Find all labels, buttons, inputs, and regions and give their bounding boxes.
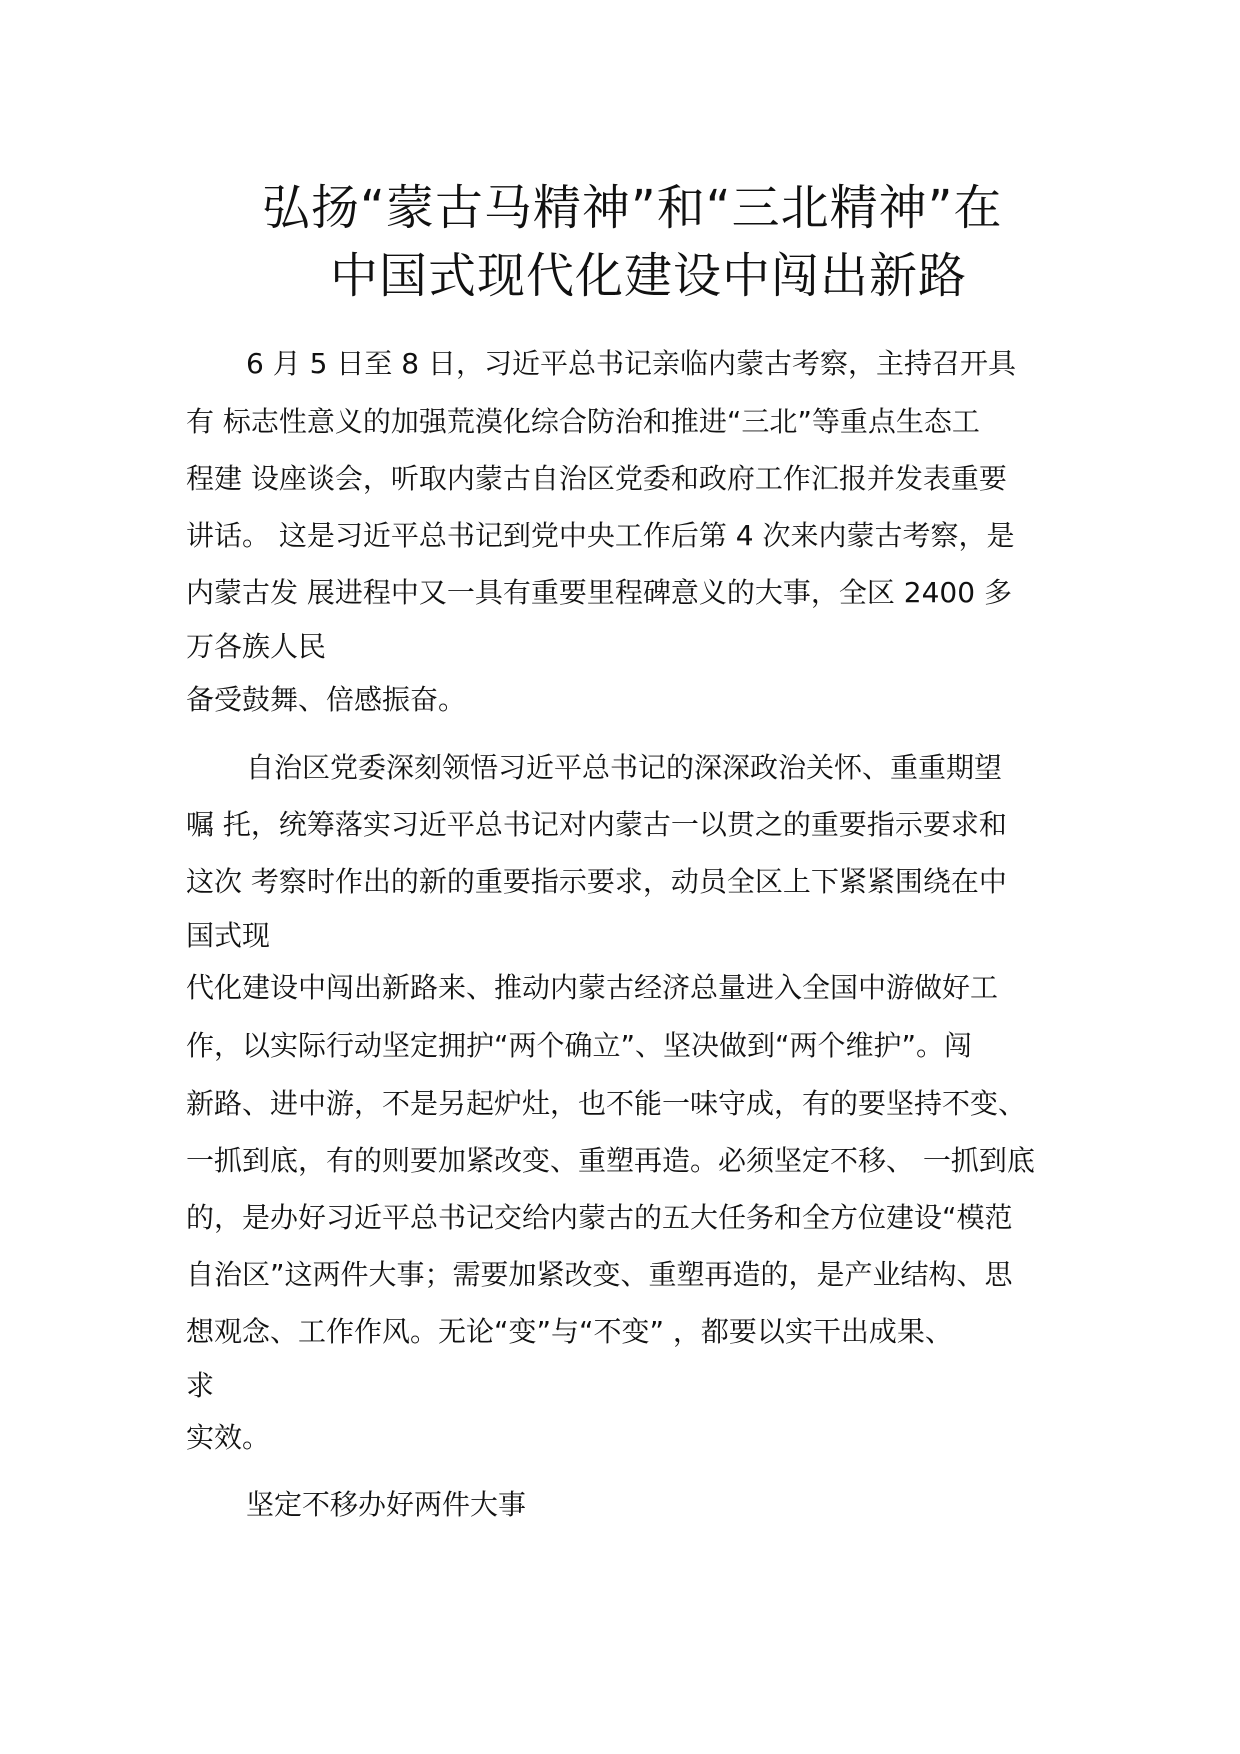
- document-title-line-2: 中国式现代化建设中闯出新路: [330, 248, 968, 304]
- paragraph-line: 实效。: [186, 1421, 271, 1454]
- section-heading: 坚定不移办好两件大事: [246, 1488, 527, 1521]
- paragraph-line: 讲话。 这是习近平总书记到党中央工作后第 4 次来内蒙古考察，是: [186, 519, 1015, 552]
- paragraph-line: 一抓到底，有的则要加紧改变、重塑再造。必须坚定不移、 一抓到底: [186, 1144, 1035, 1177]
- paragraph-line: 备受鼓舞、倍感振奋。: [186, 683, 467, 716]
- paragraph-line: 想观念、工作作风。无论“变”与“不变” ，都要以实干出成果、: [186, 1315, 953, 1348]
- paragraph-line: 嘱 托，统筹落实习近平总书记对内蒙古一以贯之的重要指示要求和: [186, 808, 1007, 841]
- paragraph-line: 自治区”这两件大事；需要加紧改变、重塑再造的，是产业结构、思: [186, 1258, 1013, 1291]
- paragraph-line: 自治区党委深刻领悟习近平总书记的深深政治关怀、重重期望: [246, 751, 1003, 784]
- paragraph-line: 代化建设中闯出新路来、推动内蒙古经济总量进入全国中游做好工: [186, 971, 999, 1004]
- paragraph-line: 求: [186, 1369, 215, 1402]
- paragraph-line: 万各族人民: [186, 630, 327, 663]
- paragraph-line: 作，以实际行动坚定拥护“两个确立”、坚决做到“两个维护”。闯: [186, 1029, 973, 1062]
- paragraph-line: 6 月 5 日至 8 日，习近平总书记亲临内蒙古考察，主持召开具: [246, 347, 1016, 380]
- document-title-line-1: 弘扬“蒙古马精神”和“三北精神”在: [262, 180, 1003, 236]
- paragraph-line: 新路、进中游，不是另起炉灶，也不能一味守成，有的要坚持不变、: [186, 1087, 1027, 1120]
- paragraph-line: 程建 设座谈会，听取内蒙古自治区党委和政府工作汇报并发表重要: [186, 462, 1007, 495]
- paragraph-line: 有 标志性意义的加强荒漠化综合防治和推进“三北”等重点生态工: [186, 405, 980, 438]
- paragraph-line: 这次 考察时作出的新的重要指示要求，动员全区上下紧紧围绕在中: [186, 865, 1007, 898]
- paragraph-line: 的，是办好习近平总书记交给内蒙古的五大任务和全方位建设“模范: [186, 1201, 1013, 1234]
- paragraph-line: 国式现: [186, 919, 271, 952]
- paragraph-line: 内蒙古发 展进程中又一具有重要里程碑意义的大事，全区 2400 多: [186, 576, 1012, 609]
